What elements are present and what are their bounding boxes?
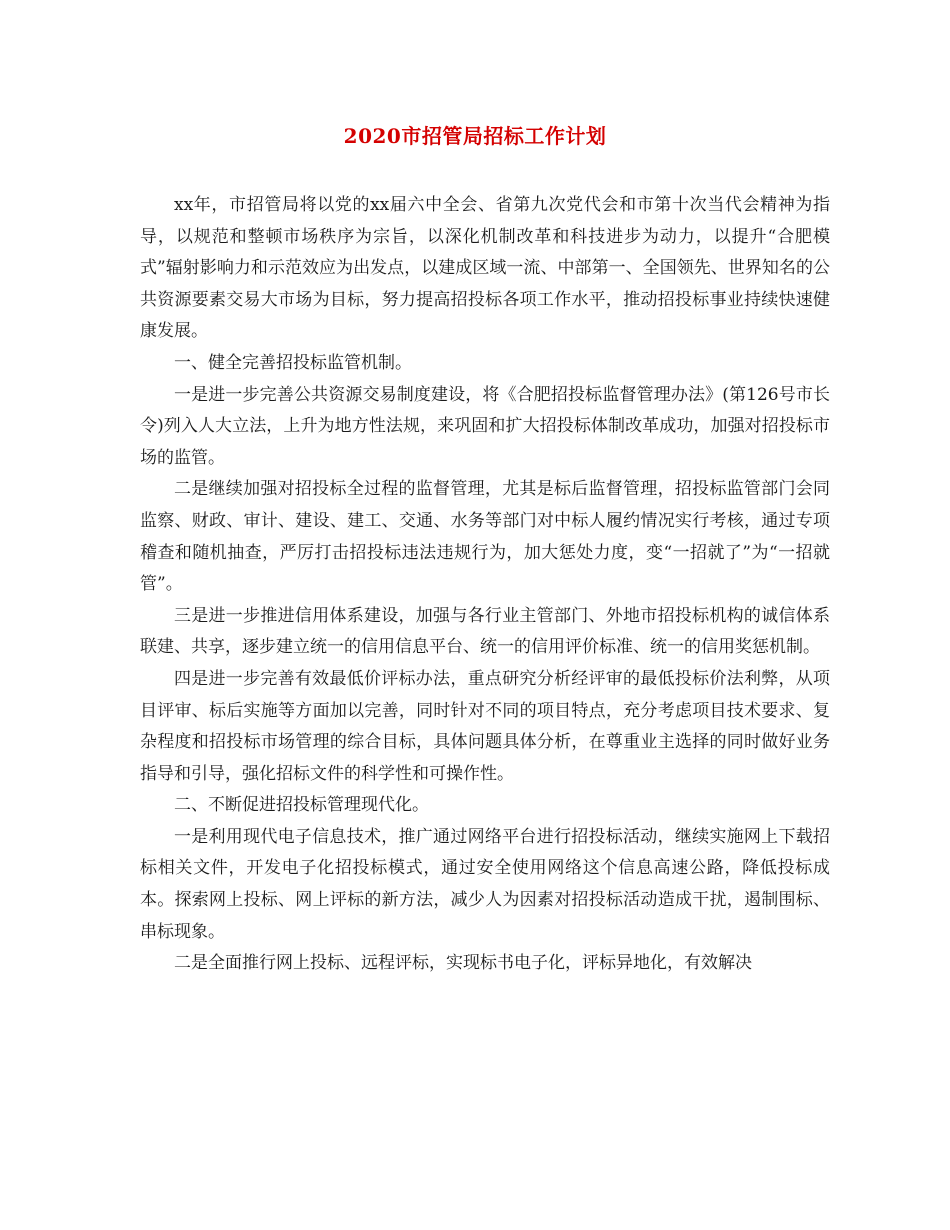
section-heading-2: 二、不断促进招投标管理现代化。 xyxy=(174,795,429,816)
paragraph-1-4: 四是进一步完善有效最低价评标办法，重点研究分析经评审的最低投标价法利弊，从项目评审、标后实施等方面加以完善，同时针对不同的项目特点，充分考虑项目技术要求、复杂程度和招投标市场管理的综合目标，具体问题具体分析，在尊重业主选择的同时做好业务指导和引导，强化招标文件的科学性和可操作性。 xyxy=(140,668,830,784)
paragraph-1-1: 一是进一步完善公共资源交易制度建设，将《合肥招投标监督管理办法》(第126号市长令)列入人大立法，上升为地方性法规，来巩固和扩大招投标体制改革成功，加强对招投标市场的监管。 xyxy=(140,384,830,468)
section-heading-1: 一、健全完善招投标监管机制。 xyxy=(174,352,412,373)
paragraph-2-2: 二是全面推行网上投标、远程评标，实现标书电子化，评标异地化，有效解决 xyxy=(174,953,752,974)
paragraph-1-2: 二是继续加强对招投标全过程的监督管理，尤其是标后监督管理，招投标监管部门会同监察、财政、审计、建设、建工、交通、水务等部门对中标人履约情况实行考核，通过专项稽查和随机抽查，严厉打击招投标违法违规行为，加大惩处力度，变“一招就了”为“一招就管”。 xyxy=(140,479,830,595)
document-body xyxy=(140,190,830,980)
paragraph-intro: xx年，市招管局将以党的xx届六中全会、省第九次党代会和市第十次当代会精神为指导，以规范和整顿市场秩序为宗旨，以深化机制改革和科技进步为动力，以提升“合肥模式”辐射影响力和示范效应为出发点，以建成区域一流、中部第一、全国领先、世界知名的公共资源要素交易大市场为目标，努力提高招投标各项工作水平，推动招投标事业持续快速健康发展。 xyxy=(140,195,830,342)
paragraph-2-1: 一是利用现代电子信息技术，推广通过网络平台进行招投标活动，继续实施网上下载招标相关文件，开发电子化招投标模式，通过安全使用网络这个信息高速公路，降低投标成本。探索网上投标、网上评标的新方法，减少人为因素对招投标活动造成干扰，遏制围标、串标现象。 xyxy=(140,826,830,942)
document-title: 2020市招管局招标工作计划 xyxy=(343,124,607,148)
paragraph-1-3: 三是进一步推进信用体系建设，加强与各行业主管部门、外地市招投标机构的诚信体系联建、共享，逐步建立统一的信用信息平台、统一的信用评价标准、统一的信用奖惩机制。 xyxy=(140,605,830,658)
